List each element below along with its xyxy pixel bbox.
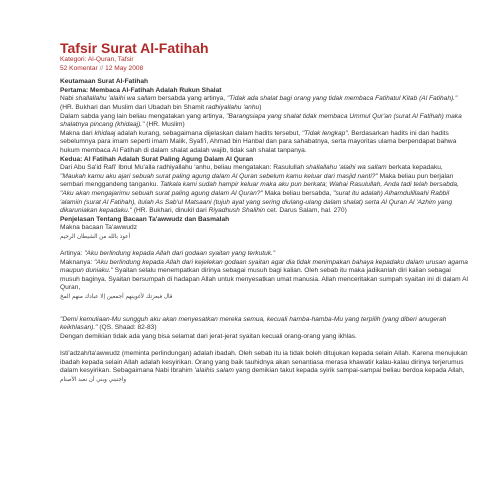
arabic-ibrahim-prayer: واجنبني وبني أن نعبد الأصنام: [60, 376, 127, 383]
paragraph-surat-agung: Dari Abu Sa'id Rafi' Ibnul Mu'alla radhiyallahu 'anhu, beliau mengatakan: Rasulullah shallallahu 'alaihi wa sallam berkata kepadaku, "Maukah kamu aku ajari sebuah surat paling agung dalam Al Quran sebelum kamu keluar dari masjid nanti?" Maka beliau pun berjalan sembari menggandeng tanganku. Tatkala kami sudah hampir keluar maka aku pun berkata; Wahai Rasulullah, Anda tadi telah bersabda, "Aku akan mengajarimu sebuah surat paling agung dalam Al Quran?" Maka beliau bersabda, "surat itu adalah) Alhamdulillaahi Rabbil 'alamiin (surat Al Fatihah), itulah As Sab'ul Matsaani (tujuh ayat yang sering diulang-ulang dalam shalat) serta Al Quran Al 'Azhim yang dikaruniakan kepadaku." (HR. Bukhari, dinukil dari Riyadhush Shalihin cet. Darus Salam, hal. 270): [60, 164, 459, 215]
paragraph-rukun-shalat: Nabi shallallahu 'alaihi wa sallam bersabda yang artinya, "Tidak ada shalat bagi orang yang tidak membaca Fatihatul Kitab (Al Fatihah)." (HR. Bukhari dan Muslim dari Ubadah bin Shamit radhiyallahu 'anhu): [60, 95, 458, 111]
arabic-taawwudz: أعوذ بالله من الشيطان الرجيم: [60, 233, 131, 240]
post-body: [60, 78, 470, 384]
paragraph-artinya: Artinya: "Aku berlindung kepada Allah dari godaan syaitan yang terkutuk.": [60, 250, 276, 258]
heading-penjelasan: Penjelasan Tentang Bacaan Ta'awwudz dan Basmalah: [60, 215, 230, 223]
post-title[interactable]: Tafsir Surat Al-Fatihah: [60, 40, 209, 56]
heading-kedua: Kedua: Al Fatihah Adalah Surat Paling Agung Dalam Al Quran: [60, 155, 254, 163]
meta-separator: //: [97, 64, 106, 72]
spacer: [60, 302, 470, 316]
paragraph-demi-kemuliaan: "Demi kemuliaan-Mu sungguh aku akan menyesatkan mereka semua, kecuali hamba-hamba-Mu yang terpilih (yang diberi anugerah keikhlasan)." (QS. Shaad: 82-83): [60, 315, 447, 332]
spacer: [60, 241, 470, 250]
paragraph-maknanya: Maknanya: "Aku berlindung kepada Allah dari kejelekan godaan syaitan agar dia tidak menimpakan bahaya kepadaku dalam urusan agama maupun duniaku." Syaitan selalu menempatkan dirinya sebagai musuh bagi kalian. Oleh sebab itu maka jadikanlah diri kalian sebagai musuh baginya. Syaitan bersumpah di hadapan Allah untuk menyesatkan umat manusia. Allah menceritakan sumpah syaitan ini di dalam Al Quran,: [60, 258, 468, 292]
spacer: [60, 341, 470, 350]
post-meta: [60, 56, 470, 73]
paragraph-makna-taawwudz: Makna bacaan Ta'awwudz: [60, 224, 138, 232]
paragraph-istiadzah: Isti'adzah/ta'awwudz (meminta perlindungan) adalah ibadah. Oleh sebab itu ia tidak boleh ditujukan kepada selain Allah. Karena menujukan ibadah kepada selain Allah adalah kesyirikan. Orang yang baik tauhidnya akan senantiasa merasa khawatir kalau-kalau dirinya terjerumus dalam kesyirikan. Sebagaimana Nabi Ibrahim 'alaihis salam yang demikian takut kepada syirik sampai-sampai beliau berdoa kepada Allah,: [60, 350, 468, 375]
arabic-shaad-verse: قال فبعزتك لأغوينهم أجمعين إلا عبادك منهم المخ: [60, 294, 173, 301]
post-date: 12 May 2008: [105, 64, 144, 72]
post-container: [60, 40, 470, 384]
category-links[interactable]: Al-Quran, Tafsir: [87, 56, 134, 63]
category-prefix: Kategori:: [60, 56, 88, 63]
comments-link[interactable]: 52 Komentar: [60, 64, 98, 72]
paragraph-khidaaj-hadith: Dalam sabda yang lain beliau mengatakan yang artinya, "Barangsiapa yang shalat tidak membaca Ummul Qur'an (surat Al Fatihah) maka shalatnya pincang (khidaaj)." (HR. Muslim): [60, 112, 462, 129]
heading-keutamaan: Keutamaan Surat Al-Fatihah: [60, 78, 149, 86]
paragraph-ikhlas: Dengan demikian tidak ada yang bisa selamat dari jerat-jerat syaitan kecuali orang-orang yang ikhlas.: [60, 332, 357, 340]
heading-pertama: Pertama: Membaca Al-Fatihah Adalah Rukun Shalat: [60, 86, 222, 94]
paragraph-khidaaj-meaning: Makna dari khidaaj adalah kurang, sebagaimana dijelaskan dalam hadits tersebut, "Tidak lengkap". Berdasarkan hadits ini dan hadits sebelumnya para imam seperti imam Malik, Syafi'i, Ahmad bin Hanbal dan para sahabatnya, serta mayoritas ulama berpendapat bahwa hukum membaca Al Fatihah di dalam shalat adalah wajib, tidak sah shalat tanpanya.: [60, 129, 457, 154]
